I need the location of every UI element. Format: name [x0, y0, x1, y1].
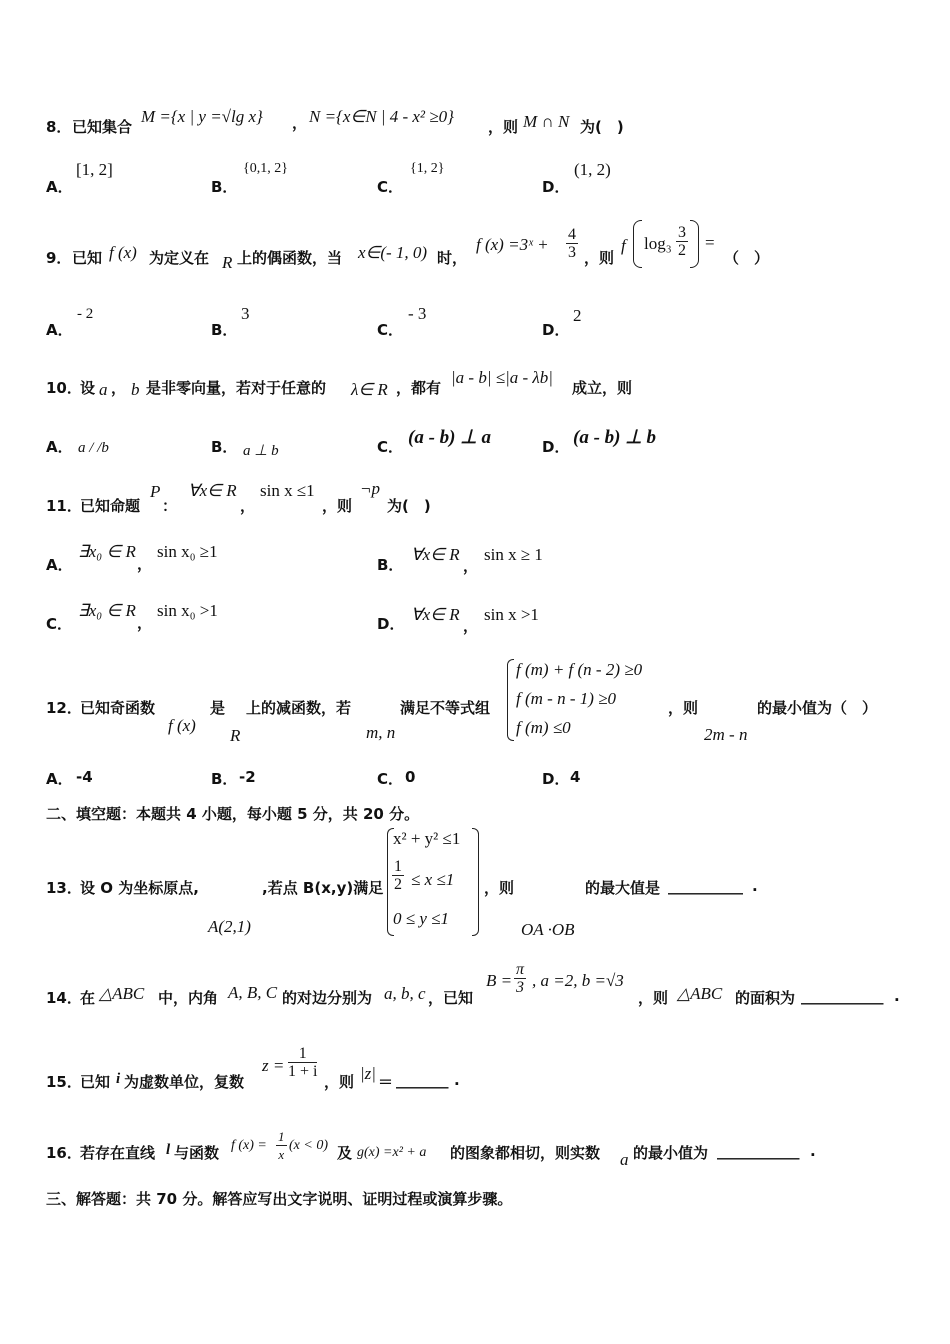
q9-tail: （ ）	[724, 249, 770, 267]
q13-dot-product: OA ·OB	[521, 920, 575, 939]
q9-ask-num: 3	[678, 224, 686, 241]
q14-pi: π	[516, 961, 525, 978]
q8-set-m: M ={x | y =√lg x}	[141, 107, 263, 126]
q9-option-a-value: - 2	[77, 306, 94, 322]
q16-f-fraction	[276, 1128, 287, 1163]
q9-option-c-label: C．	[377, 321, 404, 339]
q9-def-den: 3	[568, 244, 576, 261]
q9-def-num: 4	[568, 226, 576, 243]
q8-tail2: 为( )	[580, 118, 624, 136]
q13-system-line-1: x² + y² ≤1	[393, 829, 461, 848]
q15-z: z =	[262, 1056, 285, 1075]
q11-option-b-label: B．	[377, 556, 404, 574]
q11-option-a-v2: sin x₀ ≥1	[157, 542, 218, 561]
q9-fx: f (x)	[109, 243, 137, 262]
q15-text-2: 为虚数单位，复数	[124, 1073, 245, 1091]
section-3-heading: 三、解答题：共 70 分。解答应写出文字说明、证明过程或演算步骤。	[46, 1190, 513, 1208]
q13-text-1: 设 O 为坐标原点,	[80, 879, 199, 897]
q15-number: 15．	[46, 1073, 82, 1091]
q12-option-c-label: C．	[377, 770, 404, 788]
q12-system-line-1: f (m) + f (n - 2) ≥0	[516, 660, 643, 679]
q10-text-1: 设	[80, 379, 96, 397]
q14-number: 14．	[46, 989, 82, 1007]
q9-text-5: ，则	[584, 249, 615, 267]
q13-system-right-brace	[472, 828, 479, 936]
q11-comma: ，	[240, 497, 256, 515]
q8-option-c-label: C．	[377, 178, 404, 196]
q16-f-def: f (x) =	[231, 1138, 267, 1153]
q12-text-3: 上的减函数，若	[246, 699, 352, 717]
q13-number: 13．	[46, 879, 82, 897]
q11-option-c-v2: sin x₀ >1	[157, 601, 218, 620]
q10-option-c-label: C．	[377, 438, 404, 456]
q14-text-4: ，已知	[428, 989, 474, 1007]
q14-sides: a, b, c	[384, 984, 426, 1003]
q16-number: 16．	[46, 1144, 82, 1162]
q14-b-fraction	[514, 961, 526, 996]
q12-option-a-label: A．	[46, 770, 73, 788]
q15-text-3: ，则	[324, 1073, 355, 1091]
q14-b-label: B =	[486, 971, 513, 990]
q13-point-a: A(2,1)	[208, 917, 251, 936]
q10-lambda: λ∈ R	[351, 380, 388, 399]
q9-ask-f: f	[621, 236, 626, 255]
q8-set-n: N ={x∈N | 4 - x² ≥0}	[309, 107, 454, 126]
q13-system-fraction	[392, 858, 404, 893]
q13-frac-num: 1	[394, 858, 402, 875]
q10-text-3: ，都有	[396, 379, 442, 397]
q9-option-b-value: 3	[241, 304, 250, 323]
q8-number: 8．	[46, 118, 72, 136]
q12-text-1: 已知奇函数	[80, 699, 156, 717]
q10-option-b-label: B．	[211, 438, 238, 456]
q9-option-d-value: 2	[573, 306, 582, 325]
q14-end: .	[894, 987, 900, 1005]
q8-expr: M ∩ N	[523, 112, 570, 131]
q9-number: 9．	[46, 249, 72, 267]
q9-right-paren	[690, 220, 699, 268]
q11-option-d-sep: ，	[463, 617, 479, 635]
q14-text-6: 的面积为	[735, 989, 796, 1007]
q9-text-4: 时，	[437, 249, 468, 267]
q11-option-d-v2: sin x >1	[484, 605, 539, 624]
q16-text-1: 若存在直线	[80, 1144, 156, 1162]
q16-text-2: 与函数	[174, 1144, 220, 1162]
q14-three: 3	[516, 979, 524, 996]
q14-text-3: 的对边分别为	[282, 989, 373, 1007]
q9-left-paren	[633, 220, 642, 268]
q11-number: 11．	[46, 497, 82, 515]
q16-text-3: 及	[337, 1144, 353, 1162]
q13-system-line-2: ≤ x ≤1	[411, 870, 455, 889]
q12-number: 12．	[46, 699, 82, 717]
q10-b: b	[131, 380, 140, 399]
q11-option-c-sep: ，	[137, 614, 153, 632]
q11-text-1: 已知命题	[80, 497, 141, 515]
q13-text-2: ,若点 B(x,y)满足	[262, 879, 384, 897]
q13-end: .	[752, 877, 758, 895]
q15-text-1: 已知	[80, 1073, 111, 1091]
q10-option-a-value: a / /b	[78, 440, 109, 456]
q8-option-c-value: {1, 2}	[410, 161, 445, 176]
q12-text-2: 是	[210, 699, 226, 717]
q12-fx: f (x)	[168, 716, 196, 735]
q11-p: P	[150, 482, 161, 501]
q15-frac-num: 1	[288, 1045, 317, 1063]
q9-def-fraction	[566, 226, 578, 261]
q16-a: a	[620, 1150, 629, 1169]
q11-option-d-label: D．	[377, 615, 405, 633]
q9-text-3: 上的偶函数，当	[237, 249, 343, 267]
q12-r: R	[230, 726, 241, 745]
q13-text-3: ，则	[484, 879, 515, 897]
q11-option-a-label: A．	[46, 556, 73, 574]
q16-answer-blank[interactable]: ___________	[717, 1142, 800, 1160]
q8-option-d-value: (1, 2)	[574, 160, 611, 179]
q13-frac-den: 2	[394, 876, 402, 893]
q14-angles: A, B, C	[228, 983, 278, 1002]
q14-triangle: △ABC	[99, 984, 145, 1003]
section-2-heading: 二、填空题：本题共 4 小题，每小题 5 分，共 20 分。	[46, 805, 420, 823]
q12-system-brace	[507, 659, 514, 741]
q10-inequality: |a - b| ≤|a - λb|	[451, 368, 553, 387]
q9-ask-log: log₃	[644, 234, 672, 253]
q9-ask-fraction	[676, 224, 688, 259]
q8-option-d-label: D．	[542, 178, 570, 196]
q8-option-a-value: [1, 2]	[76, 160, 113, 179]
q15-frac-den: 1 + i	[288, 1063, 318, 1080]
q16-text-4: 的图象都相切，则实数	[450, 1144, 601, 1162]
q14-text-2: 中，内角	[158, 989, 219, 1007]
q8-lead: 已知集合	[72, 118, 133, 136]
q10-a: a	[99, 380, 108, 399]
q11-text-3: 为( )	[387, 497, 431, 515]
q12-text-4: 满足不等式组	[400, 699, 491, 717]
q9-text-1: 已知	[72, 249, 103, 267]
q8-option-a-label: A．	[46, 178, 73, 196]
q12-target: 2m - n	[704, 725, 748, 744]
q16-l: l	[166, 1142, 171, 1158]
q10-comma: ，	[111, 379, 127, 397]
q12-text-5: ，则	[668, 699, 699, 717]
q16-f-den: x	[278, 1147, 285, 1162]
q11-notp: ¬p	[360, 479, 380, 498]
q11-text-2: ，则	[322, 497, 353, 515]
q8-tail1: ，则	[488, 118, 519, 136]
q9-option-d-label: D．	[542, 321, 570, 339]
q12-option-b-value: -2	[239, 768, 256, 786]
q9-text-2: 为定义在	[149, 249, 210, 267]
q8-comma: ，	[292, 114, 308, 132]
q9-domain: x∈(- 1, 0)	[358, 243, 428, 262]
q12-option-d-label: D．	[542, 770, 570, 788]
q9-r: R	[222, 253, 233, 272]
q16-g-def: g(x) =x² + a	[357, 1145, 427, 1160]
q15-text-4: ＝	[378, 1073, 394, 1091]
q10-text-4: 成立，则	[572, 379, 633, 397]
q10-option-a-label: A．	[46, 438, 73, 456]
q10-option-d-value: (a - b) ⊥ b	[573, 427, 657, 448]
q11-sin: sin x ≤1	[260, 481, 315, 500]
q12-option-b-label: B．	[211, 770, 238, 788]
q12-system-line-3: f (m) ≤0	[516, 718, 571, 737]
q14-text-5: ，则	[638, 989, 669, 1007]
q16-end: .	[810, 1142, 816, 1160]
q9-option-b-label: B．	[211, 321, 238, 339]
q10-option-c-value: (a - b) ⊥ a	[408, 427, 492, 448]
q12-mn: m, n	[366, 723, 396, 742]
q11-colon: ：	[162, 497, 178, 515]
q12-option-d-value: 4	[570, 768, 581, 786]
q12-option-a-value: -4	[76, 768, 93, 786]
q16-f-num: 1	[278, 1129, 285, 1144]
q11-option-b-sep: ，	[463, 557, 479, 575]
q12-system-line-2: f (m - n - 1) ≥0	[516, 689, 616, 708]
q9-ask-den: 2	[678, 242, 686, 259]
q12-option-c-value: 0	[405, 768, 416, 786]
q11-option-c-v1: ∃x₀ ∈ R	[78, 601, 136, 620]
q9-option-a-label: A．	[46, 321, 73, 339]
q13-system-line-3: 0 ≤ y ≤1	[393, 909, 449, 928]
q11-option-a-v1: ∃x₀ ∈ R	[78, 542, 136, 561]
q16-f-condition: (x < 0)	[289, 1138, 328, 1153]
q12-text-6: 的最小值为（ ）	[757, 699, 878, 717]
q11-option-d-v1: ∀x∈ R	[411, 605, 460, 624]
q14-answer-blank[interactable]: ___________	[801, 987, 884, 1005]
q13-answer-blank[interactable]: __________	[668, 877, 743, 895]
q11-option-b-v1: ∀x∈ R	[411, 545, 460, 564]
q15-i: i	[116, 1071, 121, 1087]
q11-option-c-label: C．	[46, 615, 73, 633]
q13-text-4: 的最大值是	[585, 879, 661, 897]
q9-ask-eq: =	[705, 233, 715, 252]
q9-definition: f (x) =3ˣ +	[476, 235, 549, 254]
q9-option-c-value: - 3	[408, 304, 427, 323]
q14-given-values: , a =2, b =√3	[532, 971, 624, 990]
q11-option-a-sep: ，	[137, 555, 153, 573]
q8-option-b-value: {0,1, 2}	[243, 161, 288, 176]
q11-option-b-v2: sin x ≥ 1	[484, 545, 543, 564]
q15-answer-blank[interactable]: _______	[396, 1071, 449, 1089]
q15-end: .	[454, 1071, 460, 1089]
q14-text-1: 在	[80, 989, 96, 1007]
q16-text-5: 的最小值为	[633, 1144, 709, 1162]
q8-option-b-label: B．	[211, 178, 238, 196]
q10-number: 10．	[46, 379, 82, 397]
q15-abs-z: |z|	[360, 1064, 376, 1083]
q14-triangle-2: △ABC	[677, 984, 723, 1003]
q10-option-b-value: a ⊥ b	[243, 443, 279, 459]
q10-text-2: 是非零向量，若对于任意的	[146, 379, 327, 397]
q10-option-d-label: D．	[542, 438, 570, 456]
q15-fraction	[288, 1045, 317, 1080]
q11-forall: ∀x∈ R	[188, 481, 237, 500]
